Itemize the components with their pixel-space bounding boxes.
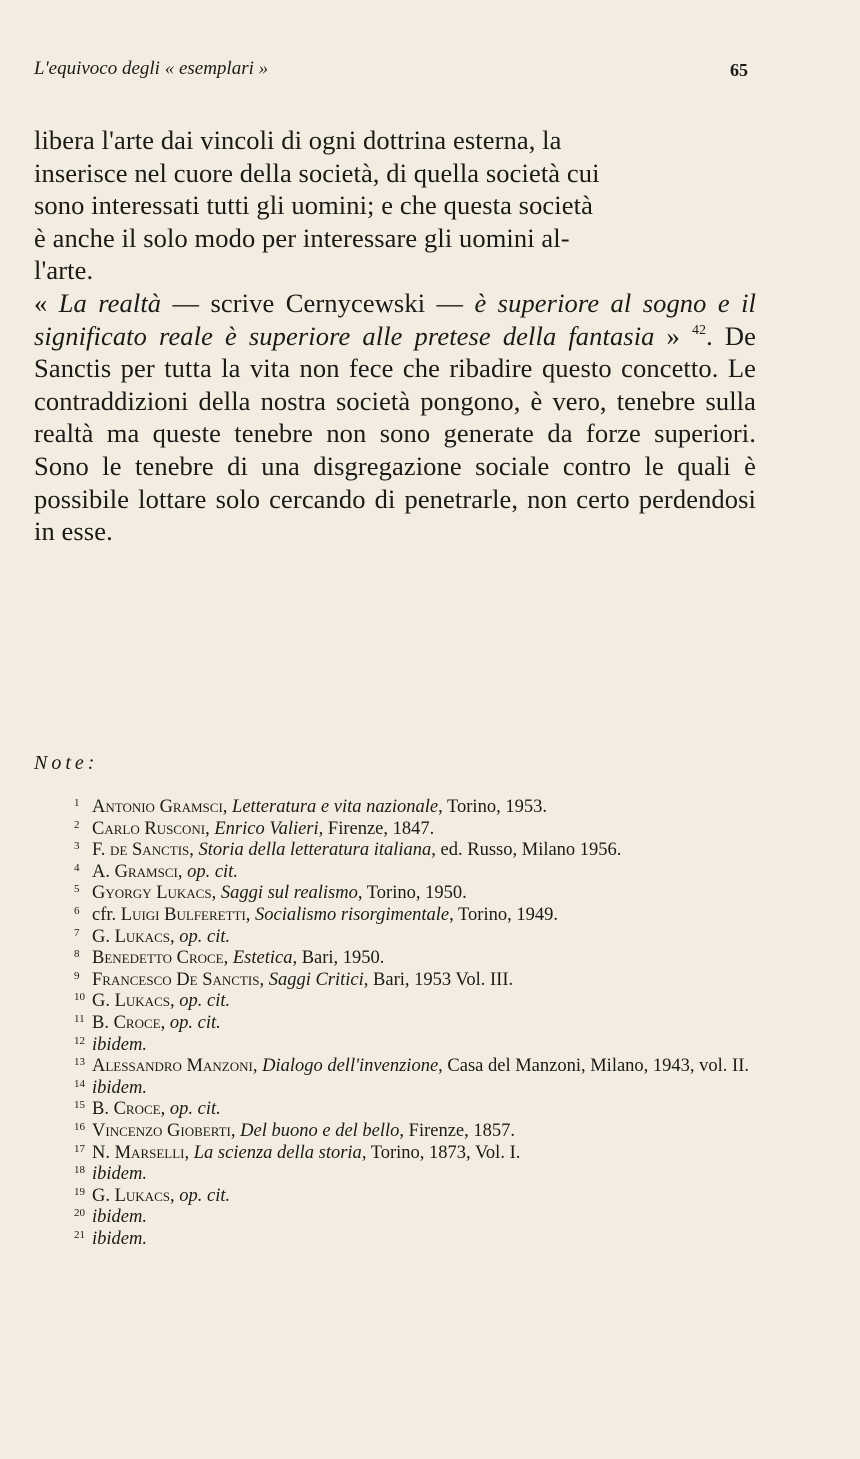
- body-line: è anche il solo modo per interessare gli uomini al-: [34, 222, 570, 253]
- note-separator: ,: [252, 1056, 263, 1077]
- note-separator: ,: [169, 926, 180, 947]
- note-separator: ,: [259, 969, 269, 990]
- note-separator: ,: [205, 818, 215, 839]
- note-author: Luigi Bulferetti: [120, 904, 246, 925]
- note-author: Antonio Gramsci: [92, 797, 223, 817]
- note-item: 12 ibidem.: [74, 1034, 147, 1055]
- body-paragraph-1: [34, 124, 756, 287]
- note-item: 20 ibidem.: [74, 1207, 147, 1228]
- note-title: op. cit.: [187, 861, 238, 882]
- note-title: ibidem.: [92, 1207, 147, 1228]
- footnote-ref-42: 42: [691, 322, 707, 338]
- note-title: Saggi sul realismo: [220, 883, 358, 904]
- note-author: B. Croce: [92, 1012, 161, 1033]
- note-item: 8 Benedetto Croce, Estetica, Bari, 1950.: [74, 948, 385, 969]
- note-title: op. cit.: [169, 1099, 221, 1120]
- note-author: Alessandro Manzoni: [92, 1056, 253, 1077]
- notes-heading: Note:: [34, 752, 99, 774]
- note-author: A. Gramsci: [92, 861, 178, 882]
- note-item: 19 G. Lukacs, op. cit.: [74, 1185, 231, 1206]
- quote-attribution: — scrive Cernycewski —: [161, 287, 475, 318]
- note-item: 7 G. Lukacs, op. cit.: [74, 926, 231, 947]
- note-separator: ,: [245, 904, 256, 925]
- note-item: 3 F. de Sanctis, Storia della letteratura italiana, ed. Russo, Milano 1956.: [74, 840, 622, 861]
- note-item: 15 B. Croce, op. cit.: [74, 1099, 221, 1120]
- note-title: La scienza della storia: [193, 1142, 362, 1163]
- note-author: Vincenzo Gioberti: [92, 1120, 231, 1141]
- note-details: , Torino, 1953.: [438, 797, 547, 817]
- note-item: 18 ibidem.: [74, 1164, 147, 1185]
- note-title: Estetica: [232, 948, 293, 969]
- note-title: Saggi Critici: [268, 969, 364, 990]
- note-separator: ,: [189, 840, 199, 861]
- note-title: Socialismo risorgimentale: [255, 904, 450, 925]
- note-title: op. cit.: [169, 1012, 221, 1033]
- quote-part-1: La realtà: [58, 287, 162, 318]
- note-item: 16 Vincenzo Gioberti, Del buono e del bello, Firenze, 1857.: [74, 1120, 516, 1141]
- note-author: N. Marselli: [92, 1142, 185, 1163]
- quote-close: »: [654, 320, 680, 351]
- quote-open: «: [34, 287, 59, 318]
- notes-list: [34, 797, 760, 1250]
- note-author: F. de Sanctis: [92, 840, 190, 861]
- page-number: 65: [730, 60, 748, 80]
- note-title: Letteratura e vita nazionale: [232, 797, 439, 817]
- note-separator: ,: [177, 861, 188, 882]
- body-text: [34, 124, 756, 548]
- note-title: op. cit.: [179, 926, 231, 947]
- note-title: Dialogo dell'invenzione: [262, 1056, 439, 1077]
- note-details: , Firenze, 1857.: [399, 1120, 516, 1141]
- note-item: 4 A. Gramsci, op. cit.: [74, 861, 238, 882]
- note-item: 1 Antonio Gramsci, Letteratura e vita nazionale, Torino, 1953.: [74, 797, 547, 817]
- note-item: 17 N. Marselli, La scienza della storia, Torino, 1873, Vol. I.: [74, 1142, 521, 1163]
- note-author: Benedetto Croce: [92, 948, 224, 969]
- note-item: 6 cfr. Luigi Bulferetti, Socialismo risorgimentale, Torino, 1949.: [74, 904, 558, 925]
- note-item: 5 Gyorgy Lukacs, Saggi sul realismo, Torino, 1950.: [74, 883, 467, 904]
- note-separator: ,: [160, 1012, 170, 1033]
- note-details: , Bari, 1950.: [292, 948, 385, 969]
- note-author: B. Croce: [92, 1099, 161, 1120]
- note-title: op. cit.: [179, 991, 231, 1012]
- note-separator: ,: [230, 1120, 241, 1141]
- quote-part-2: è superiore al sogno e il significato reale è superiore alle pretese della fantasia: [34, 287, 756, 351]
- body-line: sono interessati tutti gli uomini; e che questa società: [34, 190, 593, 221]
- note-author: G. Lukacs: [92, 926, 170, 947]
- body-continuation: . De Sanctis per tutta la vita non fece che ribadire questo concetto. Le contraddizioni della nostra società pongono, è vero, tenebre sulla realtà ma queste tenebre non sono generate da forze superiori. Sono le tenebre di una disgregazione sociale contro le quali è possibile lottare solo cercando di penetrarle, non certo perdendosi in esse.: [34, 320, 756, 547]
- note-separator: ,: [223, 948, 233, 969]
- note-separator: ,: [211, 883, 221, 904]
- note-details: , Bari, 1953 Vol. III.: [363, 969, 514, 990]
- note-item: 11 B. Croce, op. cit.: [74, 1012, 221, 1033]
- note-title: Del buono e del bello: [240, 1120, 400, 1141]
- note-details: , Torino, 1949.: [449, 904, 558, 925]
- note-details: , ed. Russo, Milano 1956.: [431, 840, 622, 861]
- note-item: 2 Carlo Rusconi, Enrico Valieri, Firenze, 1847.: [74, 818, 435, 839]
- note-item: 13 Alessandro Manzoni, Dialogo dell'invenzione, Casa del Manzoni, Milano, 1943, vol. II.: [74, 1056, 750, 1077]
- body-line: l'arte.: [34, 255, 94, 286]
- body-paragraph-2: [34, 287, 756, 548]
- note-title: Enrico Valieri: [214, 818, 319, 839]
- body-line: libera l'arte dai vincoli di ogni dottrina esterna, la: [34, 125, 562, 155]
- note-separator: ,: [169, 991, 180, 1012]
- note-author: Carlo Rusconi: [92, 818, 206, 839]
- note-title: op. cit.: [179, 1185, 231, 1206]
- note-details: , Casa del Manzoni, Milano, 1943, vol. II.: [438, 1056, 750, 1077]
- note-details: , Torino, 1950.: [357, 883, 467, 904]
- note-author: Francesco De Sanctis: [92, 969, 260, 990]
- note-item: 9 Francesco De Sanctis, Saggi Critici, Bari, 1953 Vol. III.: [74, 969, 514, 990]
- running-head: [34, 58, 758, 80]
- note-title: Storia della letteratura italiana: [198, 840, 432, 861]
- note-separator: ,: [169, 1185, 180, 1206]
- note-title: ibidem.: [92, 1077, 147, 1098]
- running-title: L'equivoco degli « esemplari »: [34, 58, 269, 79]
- note-item: 14 ibidem.: [74, 1077, 147, 1098]
- note-details: , Torino, 1873, Vol. I.: [361, 1142, 521, 1163]
- note-title: ibidem.: [92, 1164, 147, 1185]
- note-separator: ,: [160, 1099, 170, 1120]
- note-separator: ,: [184, 1142, 194, 1163]
- note-title: ibidem.: [92, 1034, 147, 1055]
- note-item: 21 ibidem.: [74, 1228, 147, 1249]
- note-item: 10 G. Lukacs, op. cit.: [74, 991, 231, 1012]
- note-details: , Firenze, 1847.: [318, 818, 435, 839]
- note-author: Gyorgy Lukacs: [92, 883, 212, 904]
- note-separator: ,: [222, 797, 233, 817]
- note-prefix: cfr.: [92, 904, 121, 925]
- note-author: G. Lukacs: [92, 1185, 170, 1206]
- note-author: G. Lukacs: [92, 991, 170, 1012]
- note-title: ibidem.: [92, 1228, 147, 1249]
- body-line: inserisce nel cuore della società, di quella società cui: [34, 157, 600, 188]
